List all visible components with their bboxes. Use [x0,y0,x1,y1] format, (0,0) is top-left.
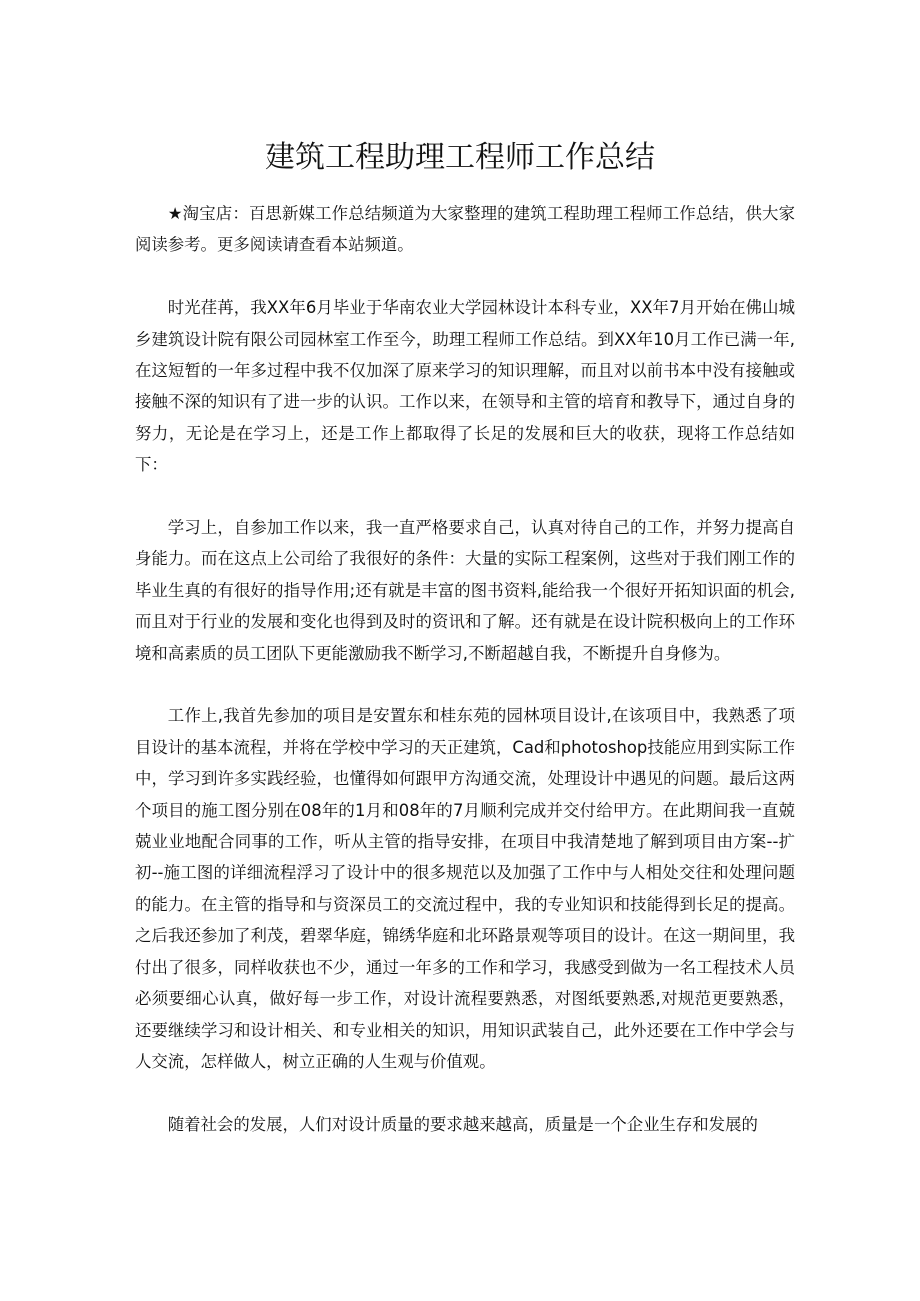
document-title: 建筑工程助理工程师工作总结 [265,140,655,175]
paragraph-intro: ★淘宝店：百思新媒工作总结频道为大家整理的建筑工程助理工程师工作总结，供大家阅读参考。更多阅读请查看本站频道。 [135,204,795,255]
paragraph-study: 学习上，自参加工作以来，我一直严格要求自己，认真对待自己的工作，并努力提高自身能力。而在这点上公司给了我很好的条件：大量的实际工程案例，这些对于我们刚工作的毕业生真的有很好的指导作用;还有就是丰富的图书资料,能给我一个很好开拓知识面的机会,而且对于行业的发展和变化也得到及时的资讯和了解。还有就是在设计院积极向上的工作环境和高素质的员工团队下更能激励我不断学习,不断超越自我，不断提升自身修为。 [135,518,795,663]
paragraph-quality: 随着社会的发展，人们对设计质量的要求越来越高，质量是一个企业生存和发展的 [167,1114,758,1134]
paragraph-work: 工作上,我首先参加的项目是安置东和桂东苑的园林项目设计,在该项目中，我熟悉了项目设计的基本流程，并将在学校中学习的天正建筑，Cad和photoshop技能应用到实际工作中，学习到许多实践经验，也懂得如何跟甲方沟通交流，处理设计中遇见的问题。最后这两个项目的施工图分别在08年的1月和08年的7月顺利完成并交付给甲方。在此期间我一直兢兢业业地配合同事的工作，听从主管的指导安排，在项目中我清楚地了解到项目由方案--扩初--施工图的详细流程浮习了设计中的很多规范以及加强了工作中与人相处交往和处理问题的能力。在主管的指导和与资深员工的交流过程中，我的专业知识和技能得到长足的提高。之后我还参加了利茂，碧翠华庭，锦绣华庭和北环路景观等项目的设计。在这一期间里，我付出了很多，同样收获也不少，通过一年多的工作和学习，我感受到做为一名工程技术人员必须要细心认真，做好每一步工作，对设计流程要熟悉，对图纸要熟悉,对规范更要熟悉，还要继续学习和设计相关、和专业相关的知识，用知识武装自己，此外还要在工作中学会与人交流，怎样做人，树立正确的人生观与价值观。 [135,706,795,1071]
paragraph-overview: 时光荏苒，我XX年6月毕业于华南农业大学园林设计本科专业，XX年7月开始在佛山城乡建筑设计院有限公司园林室工作至今，助理工程师工作总结。到XX年10月工作已满一年,在这短暂的一年多过程中我不仅加深了原来学习的知识理解，而且对以前书本中没有接触或接触不深的知识有了进一步的认识。工作以来，在领导和主管的培育和教导下，通过自身的努力，无论是在学习上，还是工作上都取得了长足的发展和巨大的收获，现将工作总结如下： [135,298,795,475]
document-body [135,198,795,1140]
